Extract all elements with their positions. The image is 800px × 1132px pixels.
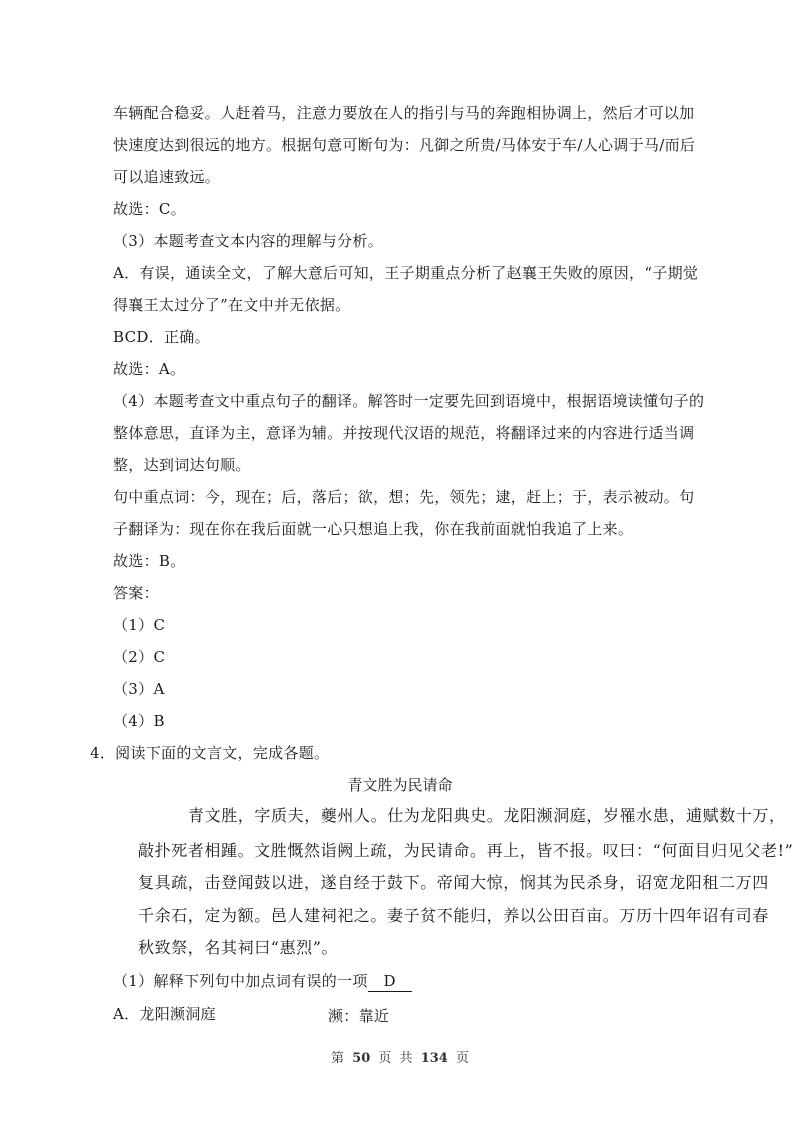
option-a-gloss: 濒：靠近 — [328, 1007, 390, 1025]
text-line: A．有误，通读全文，了解大意后可知，王子期重点分析了赵襄王失败的原因，“子期觉 — [113, 264, 699, 282]
text-line: 车辆配合稳妥。人赶着马，注意力要放在人的指引与马的奔跑相协调上，然后才可以加 — [113, 104, 695, 122]
text-line: 整体意思，直译为主，意译为辅。并按现代汉语的规范，将翻译过来的内容进行适当调 — [113, 424, 695, 442]
passage-line: 千余石，定为额。邑人建祠祀之。妻子贫不能归，养以公田百亩。万历十四年诏有司春 — [138, 906, 769, 925]
text-line: 得襄王太过分了”在文中并无依据。 — [113, 296, 351, 314]
text-line: 故选：C。 — [113, 200, 186, 218]
text-line: 故选：A。 — [113, 360, 186, 378]
answer-line: （4）B — [113, 712, 165, 730]
answer-line: （3）A — [113, 680, 165, 698]
text-line: 可以追速致远。 — [113, 168, 221, 186]
footer-page-number: 50 — [352, 1051, 371, 1066]
subquestion-text: （1）解释下列句中加点词有误的一项 — [113, 972, 368, 990]
footer-middle: 页 共 — [378, 1051, 413, 1066]
passage-line: 敲扑死者相踵。文胜慨然诣阙上疏，为民请命。再上，皆不报。叹曰：“何面目归见父老!” — [138, 841, 794, 860]
text-line: （4）本题考查文中重点句子的翻译。解答时一定要先回到语境中，根据语境读懂句子的 — [113, 392, 705, 410]
footer-total-pages: 134 — [420, 1051, 448, 1066]
text-line: （3）本题考查文本内容的理解与分析。 — [113, 232, 383, 250]
answer-blank: D — [368, 971, 412, 992]
passage-line: 秋致祭，名其祠曰“惠烈”。 — [138, 938, 339, 957]
text-line: 子翻译为：现在你在我后面就一心只想追上我，你在我前面就怕我追了上来。 — [113, 520, 634, 538]
subquestion-prompt — [113, 971, 412, 992]
answer-line: （1）C — [113, 616, 166, 634]
passage-line: 复具疏，击登闻鼓以进，遂自经于鼓下。帝闻大惊，悯其为民杀身，诏宽龙阳租二万四 — [138, 873, 769, 892]
text-line: 快速度达到很远的地方。根据句意可断句为：凡御之所贵/马体安于车/人心调于马/而后 — [113, 136, 696, 154]
text-line: 答案： — [113, 584, 159, 602]
page-footer — [0, 1050, 800, 1068]
answer-line: （2）C — [113, 648, 166, 666]
text-line: 故选：B。 — [113, 552, 186, 570]
passage-title: 青文胜为民请命 — [347, 776, 453, 794]
text-line: BCD．正确。 — [113, 328, 210, 346]
question-prompt: 4．阅读下面的文言文，完成各题。 — [90, 744, 330, 762]
option-a-text: A．龙阳濒洞庭 — [113, 1005, 216, 1023]
footer-suffix: 页 — [455, 1051, 469, 1066]
passage-line: 青文胜，字质夫，夔州人。仕为龙阳典史。龙阳濒洞庭，岁罹水患，逋赋数十万， — [188, 806, 786, 825]
text-line: 句中重点词：今，现在；后，落后；欲，想；先，领先；逮，赶上；于，表示被动。句 — [113, 488, 695, 506]
text-line: 整，达到词达句顺。 — [113, 456, 251, 474]
footer-prefix: 第 — [331, 1051, 345, 1066]
